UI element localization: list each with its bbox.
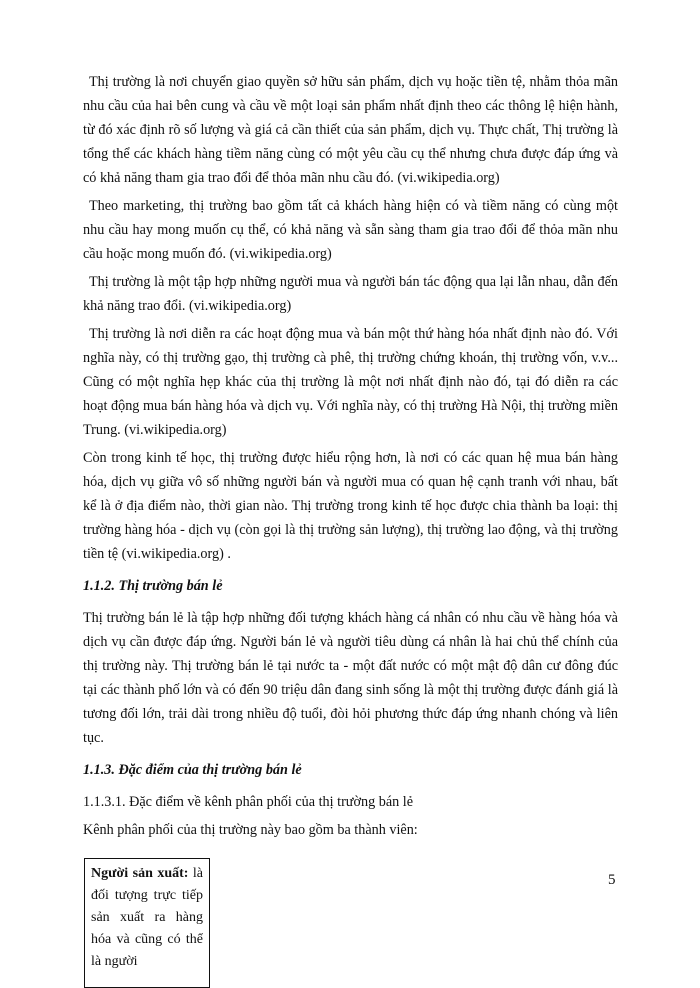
paragraph-market-definition: Thị trường là nơi chuyển giao quyền sở hữu sản phẩm, dịch vụ hoặc tiền tệ, nhằm thỏa mãn nhu cầu của hai bên cung và cầu về một loại sản phẩm nhất định theo các thông lệ hiện hành, từ đó xác định rõ số lượng và giá cả cần thiết của sản phẩm, dịch vụ. Thực chất, Thị trường là tổng thể các khách hàng tiềm năng cùng có một yêu cầu cụ thể nhưng chưa được đáp ứng và có khả năng tham gia trao đổi để thỏa mãn nhu cầu đó. (vi.wikipedia.org)	[83, 74, 618, 186]
page-content	[83, 70, 618, 846]
heading-retail-characteristics: 1.1.3. Đặc điểm của thị trường bán lẻ	[83, 762, 302, 778]
paragraph-retail-market: Thị trường bán lẻ là tập hợp những đối tượng khách hàng cá nhân có nhu cầu về hàng hóa và dịch vụ cần được đáp ứng. Người bán lẻ và người tiêu dùng cá nhân là hai chủ thể chính của thị trường này. Thị trường bán lẻ tại nước ta - một đất nước có một mật độ dân cư đông đúc tại các thành phố lớn và có đến 90 triệu dân đang sinh sống là một thị trường được đánh giá là tương đối lớn, trải dài trong nhiều độ tuổi, đòi hỏi phương thức đáp ứng nhanh chóng và liên tục.	[83, 610, 618, 746]
producer-box-title: Người sản xuất:	[91, 866, 189, 881]
producer-box-text: là đối tượng trực tiếp sản xuất ra hàng hóa và cũng có thể là người	[91, 866, 204, 969]
paragraph-economics-definition: Còn trong kinh tế học, thị trường được hiểu rộng hơn, là nơi có các quan hệ mua bán hàng hóa, dịch vụ giữa vô số những người bán và người mua có quan hệ cạnh tranh với nhau, bất kể là ở địa điểm nào, thời gian nào. Thị trường trong kinh tế học được chia thành ba loại: thị trường hàng hóa - dịch vụ (còn gọi là thị trường sản lượng), thị trường lao động, và thị trường tiền tệ (vi.wikipedia.org) .	[83, 450, 618, 562]
paragraph-channel-members: Kênh phân phối của thị trường này bao gồm ba thành viên:	[83, 822, 418, 838]
page-number: 5	[608, 872, 616, 888]
paragraph-trading-place: Thị trường là nơi diễn ra các hoạt động mua và bán một thứ hàng hóa nhất định nào đó. Với nghĩa này, có thị trường gạo, thị trường cà phê, thị trường chứng khoán, thị trường vốn, v.v... Cũng có một nghĩa hẹp khác của thị trường là một nơi nhất định nào đó, tại đó diễn ra các hoạt động mua bán hàng hóa và dịch vụ. Với nghĩa này, có thị trường Hà Nội, thị trường miền Trung. (vi.wikipedia.org)	[83, 326, 618, 438]
paragraph-buyers-sellers: Thị trường là một tập hợp những người mua và người bán tác động qua lại lẫn nhau, dẫn đến khả năng trao đổi. (vi.wikipedia.org)	[83, 274, 618, 314]
heading-retail-market: 1.1.2. Thị trường bán lẻ	[83, 578, 223, 594]
producer-box	[84, 858, 210, 988]
paragraph-marketing-definition: Theo marketing, thị trường bao gồm tất cả khách hàng hiện có và tiềm năng có cùng một nhu cầu hay mong muốn cụ thể, có khả năng và sẵn sàng tham gia trao đổi để thỏa mãn nhu cầu hoặc mong muốn đó. (vi.wikipedia.org)	[83, 198, 618, 262]
subheading-distribution-channel: 1.1.3.1. Đặc điểm về kênh phân phối của thị trường bán lẻ	[83, 794, 413, 810]
